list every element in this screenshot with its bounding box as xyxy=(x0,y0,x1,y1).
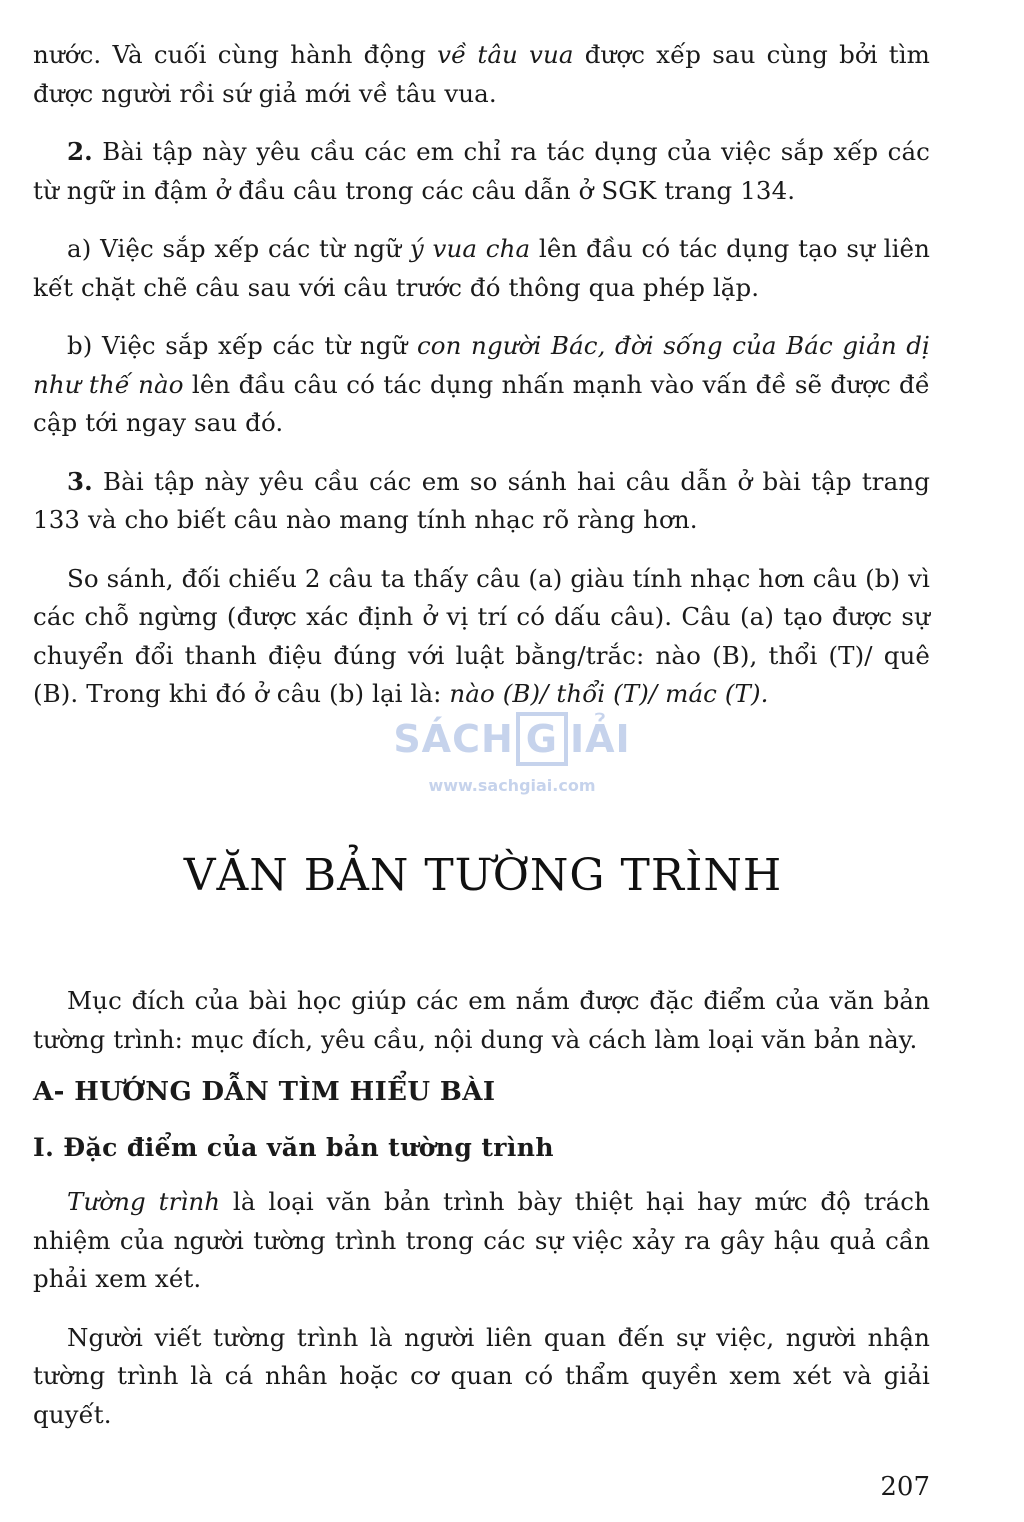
watermark xyxy=(0,712,1024,795)
italic-phrase: con người Bác, đời sống của Bác giản dị như thế nào xyxy=(33,331,930,399)
page-number: 207 xyxy=(880,1472,930,1502)
italic-term: Tường trình xyxy=(67,1187,221,1216)
watermark-logo: SÁCH G IẢI xyxy=(393,712,630,766)
exercise-number: 2. xyxy=(67,137,93,166)
comparison-paragraph: So sánh, đối chiếu 2 câu ta thấy câu (a) giàu tính nhạc hơn câu (b) vì các chỗ ngừng (được xác định ở vị trí có dấu câu). Câu (a) tạo được sự chuyển đổi thanh điệu đúng với luật bằng/trắc: nào (B), thổi (T)/ quê (B). Trong khi đó ở câu (b) lại là: nào (B)/ thổi (T)/ mác (T). xyxy=(33,563,930,708)
lesson-intro: Mục đích của bài học giúp các em nắm được đặc điểm của văn bản tường trình: mục đích, yêu cầu, nội dung và cách làm loại văn bản này. xyxy=(33,986,930,1054)
paragraph-continuation: nước. Và cuối cùng hành động về tâu vua được xếp sau cùng bởi tìm được người rồi sứ giả mới về tâu vua. xyxy=(33,40,931,108)
answer-b: b) Việc sắp xếp các từ ngữ con người Bác, đời sống của Bác giản dị như thế nào lên đầu câu có tác dụng nhấn mạnh vào vấn đề sẽ được đề cập tới ngay sau đó. xyxy=(33,331,930,437)
exercise-number: 3. xyxy=(67,466,93,496)
page-body xyxy=(33,36,930,714)
section-heading-a: A- HƯỚNG DẪN TÌM HIỂU BÀI xyxy=(33,1077,496,1107)
subsection-heading-i: I. Đặc điểm của văn bản tường trình xyxy=(33,1133,554,1162)
lesson-body xyxy=(33,982,930,1434)
exercise-2: 2. Bài tập này yêu cầu các em chỉ ra tác dụng của việc sắp xếp các từ ngữ in đậm ở đầu câu trong các câu dẫn ở SGK trang 134. xyxy=(33,137,930,205)
watermark-logo-mark: G xyxy=(516,712,568,766)
lesson-title: VĂN BẢN TƯỜNG TRÌNH xyxy=(183,850,783,901)
italic-phrase: nào (B)/ thổi (T)/ mác (T). xyxy=(449,679,769,708)
exercise-3: 3. Bài tập này yêu cầu các em so sánh hai câu dẫn ở bài tập trang 133 và cho biết câu nào mang tính nhạc rõ ràng hơn. xyxy=(33,466,930,534)
watermark-url: www.sachgiai.com xyxy=(428,776,596,795)
italic-phrase: về tâu vua xyxy=(437,40,574,69)
definition-paragraph: Tường trình là loại văn bản trình bày thiệt hại hay mức độ trách nhiệm của người tường trình trong các sự việc xảy ra gây hậu quả cần phải xem xét. xyxy=(33,1187,931,1293)
answer-a: a) Việc sắp xếp các từ ngữ ý vua cha lên đầu có tác dụng tạo sự liên kết chặt chẽ câu sau với câu trước đó thông qua phép lặp. xyxy=(33,234,930,302)
italic-phrase: ý vua cha xyxy=(409,234,531,263)
writer-receiver-paragraph: Người viết tường trình là người liên quan đến sự việc, người nhận tường trình là cá nhân hoặc cơ quan có thẩm quyền xem xét và giải quyết. xyxy=(33,1322,930,1429)
